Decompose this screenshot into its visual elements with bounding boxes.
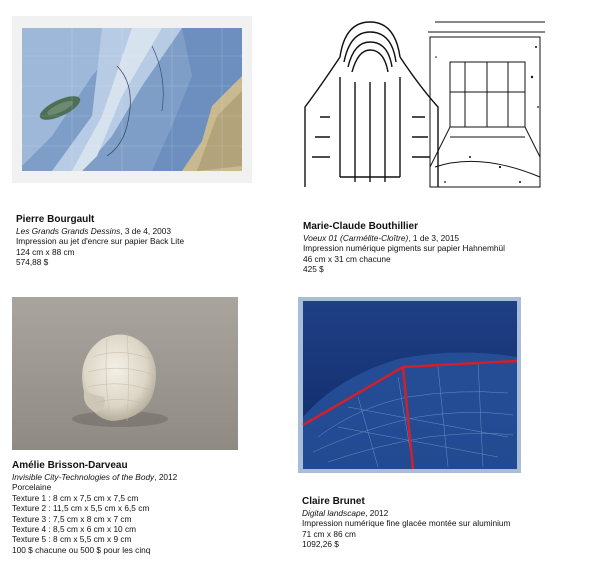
artwork-medium: Impression numérique fine glacée montée sur aluminium xyxy=(302,518,511,529)
texture-dimension: Texture 5 : 8 cm x 5,5 cm x 9 cm xyxy=(12,534,132,545)
artwork-caption-bouthillier xyxy=(303,221,505,275)
artist-name: Claire Brunet xyxy=(302,496,365,507)
artwork-price: 1092,26 $ xyxy=(302,539,339,550)
artwork-title-line xyxy=(12,472,177,482)
artwork-title-line xyxy=(302,508,510,518)
artwork-title-line xyxy=(303,233,505,243)
artist-name: Marie-Claude Bouthillier xyxy=(303,221,419,232)
artwork-title: Invisible City-Technologies of the Body xyxy=(12,472,155,482)
artwork-edition: , 1 de 3, 2015 xyxy=(408,233,460,243)
artwork-image-bourgault xyxy=(12,16,252,183)
texture-dimension: Texture 3 : 7,5 cm x 8 cm x 7 cm xyxy=(12,513,132,524)
texture-dimension: Texture 4 : 8,5 cm x 6 cm x 10 cm xyxy=(12,524,137,535)
artwork-image-bouthillier xyxy=(300,17,548,193)
texture-dimension: Texture 1 : 8 cm x 7,5 cm x 7,5 cm xyxy=(12,492,139,503)
artwork-image-brunet xyxy=(298,297,521,473)
artwork-image-brisson-darveau xyxy=(12,297,238,450)
artwork-price: 100 $ chacune ou 500 $ pour les cinq xyxy=(12,544,151,555)
artwork-medium: Impression au jet d'encre sur papier Back Lite xyxy=(16,236,185,247)
artwork-dimensions: 124 cm x 88 cm xyxy=(16,246,75,257)
artwork-dimensions: 46 cm x 31 cm chacune xyxy=(303,253,391,264)
artwork-edition: , 2012 xyxy=(154,472,178,482)
artist-name: Pierre Bourgault xyxy=(16,214,95,225)
artwork-price: 574,88 $ xyxy=(16,257,49,268)
artwork-title: Les Grands Grands Dessins xyxy=(16,226,121,236)
artist-name: Amélie Brisson-Darveau xyxy=(12,460,128,471)
artwork-caption-bourgault xyxy=(16,214,184,268)
artwork-edition: , 2012 xyxy=(365,508,389,518)
artwork-medium: Porcelaine xyxy=(12,482,52,493)
artwork-price: 425 $ xyxy=(303,264,324,275)
artwork-dimensions: 71 cm x 86 cm xyxy=(302,528,356,539)
artwork-caption-brisson-darveau xyxy=(12,460,177,555)
artwork-title-line xyxy=(16,226,184,236)
artwork-edition: , 3 de 4, 2003 xyxy=(120,226,171,236)
artwork-medium: Impression numérique pigments sur papier Hahnemhül xyxy=(303,243,505,254)
artwork-title: Voeux 01 (Carmélite-Cloître) xyxy=(303,233,409,243)
artwork-title: Digital landscape xyxy=(302,508,366,518)
artwork-caption-brunet xyxy=(302,496,510,550)
texture-dimension: Texture 2 : 11,5 cm x 5,5 cm x 6,5 cm xyxy=(12,503,150,514)
